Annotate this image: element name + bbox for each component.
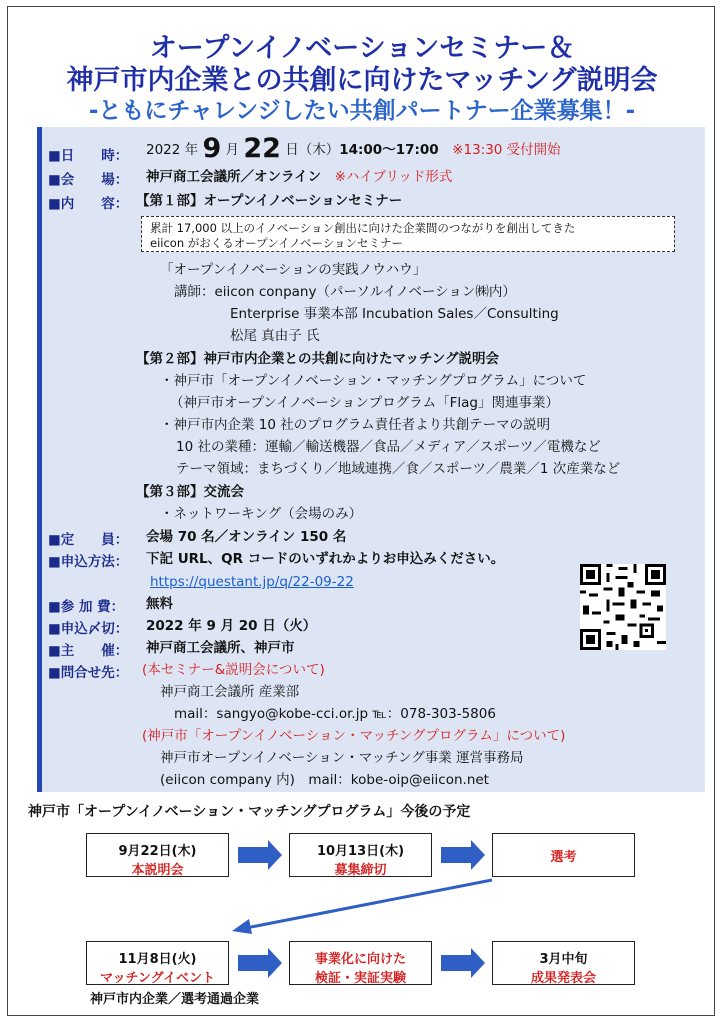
venue-value: 神戸商工会議所／オンライン ※ハイブリッド形式 xyxy=(146,169,453,185)
part1-speaker-1: 講師：eiicon conpany（パーソルイノベーション㈱内） xyxy=(174,284,516,300)
fee-value: 無料 xyxy=(146,596,173,612)
contact-1-mail: mail：sangyo@kobe-cci.or.jp ℡：078-303-5806 xyxy=(174,706,496,722)
schedule-step-2: 10月13日(木) 募集締切 xyxy=(289,833,432,877)
arrow-down-left-icon xyxy=(232,880,492,934)
fee-label: ■参 加 費： xyxy=(48,599,125,615)
part3-title: 【第３部】交流会 xyxy=(136,484,244,500)
content-label: ■内 容： xyxy=(48,196,129,212)
schedule-step-6: 3月中旬 成果発表会 xyxy=(492,941,635,985)
organizer-label: ■主 催： xyxy=(48,643,129,659)
part2-item-2b: 10 社の業種：運輸／輸送機器／食品／メディア／スポーツ／電機など xyxy=(176,439,601,455)
part2-item-1: ・神戸市「オープンイノベーション・マッチングプログラム」について xyxy=(160,373,587,389)
part1-desc-line1: 累計 17,000 以上のイノベーション創出に向けた企業間のつながりを創出してきた xyxy=(150,221,576,235)
venue-label: ■会 場： xyxy=(48,172,129,188)
part1-speaker-2: Enterprise 事業本部 Incubation Sales／Consulting xyxy=(230,306,559,322)
date-value: 2022 年 9 月 22 日（木）14:00～17:00 ※13:30 受付開始 xyxy=(146,133,561,164)
part1-title: 【第１部】オープンイノベーションセミナー xyxy=(136,193,403,209)
organizer-value: 神戸商工会議所、神戸市 xyxy=(146,640,295,656)
schedule-step-1: 9月22日(木) 本説明会 xyxy=(86,833,229,877)
apply-url-link[interactable]: https://questant.jp/q/22-09-22 xyxy=(150,574,354,590)
capacity-label: ■定 員： xyxy=(48,532,129,548)
part1-desc-line2: eiicon がおくるオープンイノベーションセミナー xyxy=(150,236,404,250)
part2-item-1b: （神戸市オープンイノベーションプログラム「Flag」関連事業） xyxy=(170,395,559,411)
apply-label: ■申込方法： xyxy=(48,554,129,570)
part1-talk: 「オープンイノベーションの実践ノウハウ」 xyxy=(160,262,427,278)
date-label: ■日 時： xyxy=(48,148,129,164)
title-line-1: オープンイノベーションセミナー＆ xyxy=(149,33,575,64)
contact-2-mail: (eiicon company 内) mail：kobe-oip@eiicon.net xyxy=(160,772,489,788)
title-line-2: 神戸市内企業との共創に向けたマッチング説明会 xyxy=(66,65,658,96)
schedule-step-4: 11月8日(火) マッチングイベント xyxy=(86,941,229,985)
schedule-footnote: 神戸市内企業／選考通過企業 xyxy=(90,992,260,1007)
contact-2-org: 神戸市オープンイノベーション・マッチング事業 運営事務局 xyxy=(160,750,524,766)
arrow-right-icon xyxy=(238,840,485,978)
contact-label: ■問合せ先： xyxy=(48,665,129,681)
capacity-value: 会場 70 名／オンライン 150 名 xyxy=(146,529,347,545)
part2-item-2: ・神戸市内企業 10 社のプログラム責任者より共創テーマの説明 xyxy=(160,417,551,433)
part1-speaker-3: 松尾 真由子 氏 xyxy=(230,328,320,344)
part2-item-2c: テーマ領域：まちづくり／地域連携／食／スポーツ／農業／1 次産業など xyxy=(176,461,621,477)
contact-heading-2: (神戸市「オープンイノベーション・マッチングプログラム」について) xyxy=(142,728,566,744)
schedule-title: 神戸市「オープンイノベーション・マッチングプログラム」今後の予定 xyxy=(28,804,471,820)
schedule-step-5: 事業化に向けた 検証・実証実験 xyxy=(289,941,432,985)
subtitle: -ともにチャレンジしたい共創パートナー企業募集！- xyxy=(88,98,636,124)
contact-heading-1: (本セミナー&説明会について) xyxy=(142,662,325,678)
part2-title: 【第２部】神戸市内企業との共創に向けたマッチング説明会 xyxy=(136,351,500,367)
deadline-value: 2022 年 9 月 20 日（火） xyxy=(146,618,317,634)
schedule-step-3: 選考 xyxy=(492,833,635,877)
apply-value: 下記 URL、QR コードのいずれかよりお申込みください。 xyxy=(146,551,505,567)
part3-item: ・ネットワーキング（会場のみ） xyxy=(160,506,363,522)
deadline-label: ■申込〆切： xyxy=(48,621,129,637)
contact-1-org: 神戸商工会議所 産業部 xyxy=(160,684,300,700)
